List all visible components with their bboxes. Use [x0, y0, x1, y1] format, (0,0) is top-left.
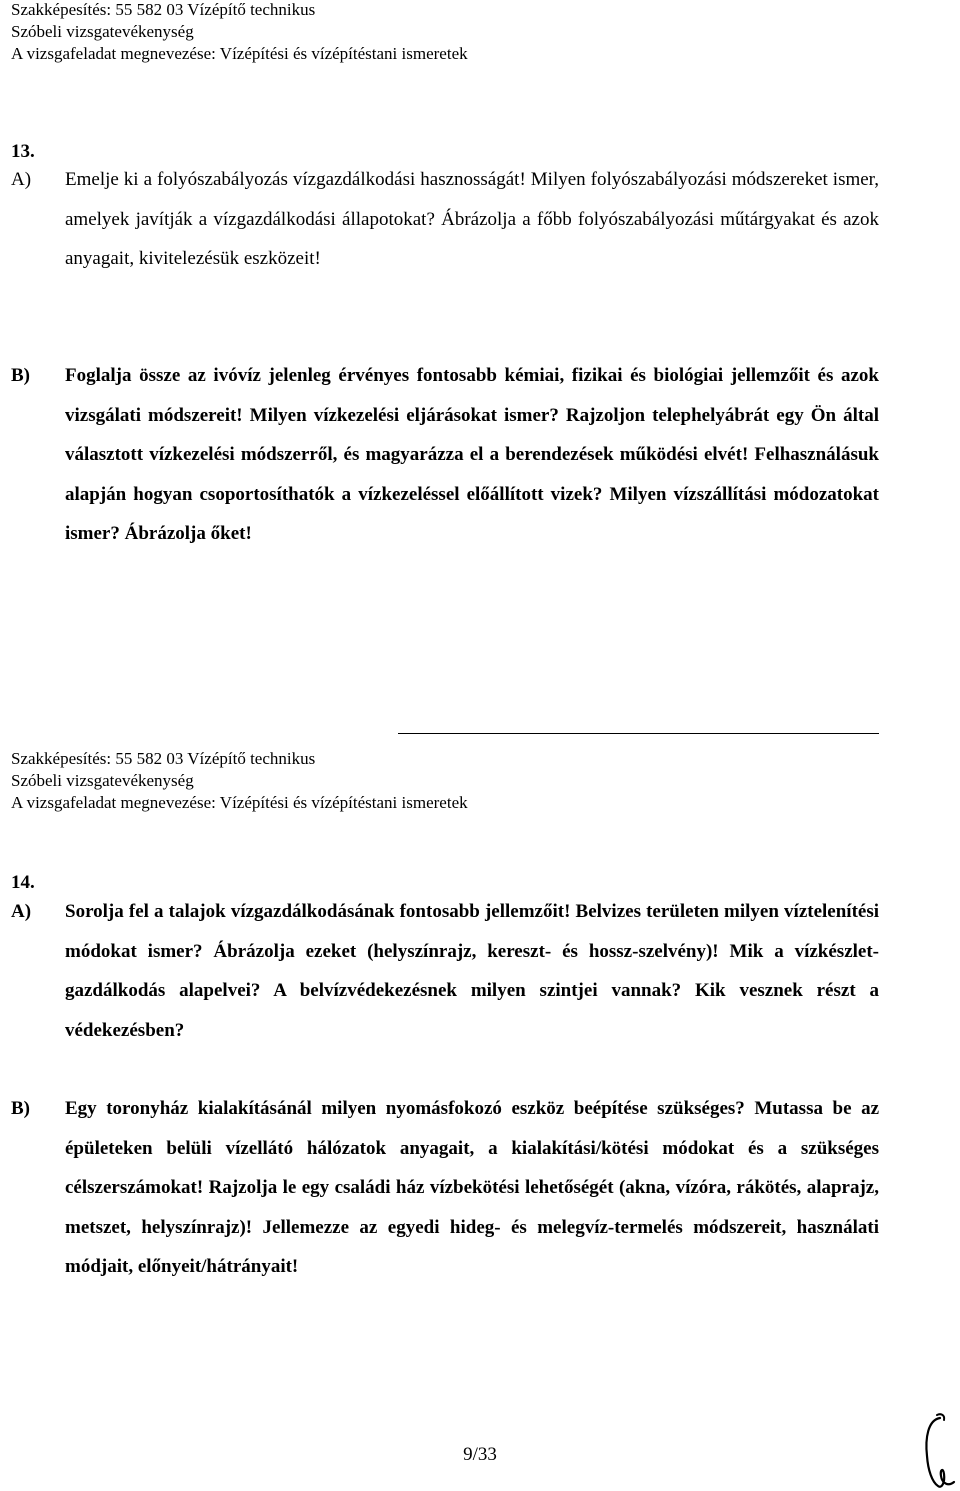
item-text: Foglalja össze az ivóvíz jelenleg érvényes fontosabb kémiai, fizikai és biológiai jellemzőit és azok vizsgálati módszereit! Milyen vízkezelési eljárásokat ismer? Rajzoljon telephelyábrát egy Ön által választott vízkezelési módszerről, és magyarázza el a berendezések működési elvét! Felhasználásuk alapján hogyan csoportosíthatók a vízkezeléssel előállított vizek? Milyen vízszállítási módozatokat ismer? Ábrázolja őket! [65, 365, 879, 544]
question-number-13: 13. [11, 141, 35, 162]
header-qualification: Szakképesítés: 55 582 03 Vízépítő technikus [11, 0, 316, 19]
header-task-name: A vizsgafeladat megnevezése: Vízépítési és vízépítéstani ismeretek [11, 793, 468, 812]
question-14-b [11, 1089, 879, 1287]
item-letter: A) [11, 169, 32, 190]
header-task-name: A vizsgafeladat megnevezése: Vízépítési és vízépítéstani ismeretek [11, 44, 468, 63]
page-number: 9/33 [463, 1444, 497, 1465]
question-13-b [11, 356, 879, 554]
section-divider [398, 733, 879, 734]
item-text: Egy toronyház kialakításánál milyen nyomásfokozó eszköz beépítése szükséges? Mutassa be az épületeken belüli vízellátó hálózatok anyagait, a kialakítási/kötési módokat és a szükséges célszerszámokat! Rajzolja le egy családi ház vízbekötési lehetőségét (akna, vízóra, rákötés, alaprajz, metszet, helyszínrajz)! Jellemezze az egyedi hideg- és melegvíz-termelés módszereit, használati módjait, előnyeit/hátrányait! [65, 1098, 879, 1277]
page-header [11, 0, 468, 65]
header-exam-type: Szóbeli vizsgatevékenység [11, 771, 194, 790]
header-qualification: Szakképesítés: 55 582 03 Vízépítő technikus [11, 749, 316, 768]
page-header-repeat [11, 748, 468, 814]
signature-mark [918, 1412, 960, 1491]
item-letter: B) [11, 1098, 30, 1119]
header-exam-type: Szóbeli vizsgatevékenység [11, 22, 194, 41]
item-text: Emelje ki a folyószabályozás vízgazdálkodási hasznosságát! Milyen folyószabályozási módszereket ismer, amelyek javítják a vízgazdálkodási állapotokat? Ábrázolja a főbb folyószabályozási műtárgyakat és azok anyagait, kivitelezésük eszközeit! [65, 169, 879, 269]
item-letter: B) [11, 365, 30, 386]
question-number-14: 14. [11, 872, 35, 893]
question-14-a [11, 892, 879, 1050]
item-text: Sorolja fel a talajok vízgazdálkodásának fontosabb jellemzőit! Belvizes területen milyen víztelenítési módokat ismer? Ábrázolja ezeket (helyszínrajz, kereszt- és hossz-szelvény)! Mik a vízkészlet-gazdálkodás alapelvei? A belvízvédekezésnek milyen szintjei vannak? Kik vesznek részt a védekezésben? [65, 901, 879, 1041]
question-13-a [11, 160, 879, 279]
item-letter: A) [11, 901, 32, 922]
